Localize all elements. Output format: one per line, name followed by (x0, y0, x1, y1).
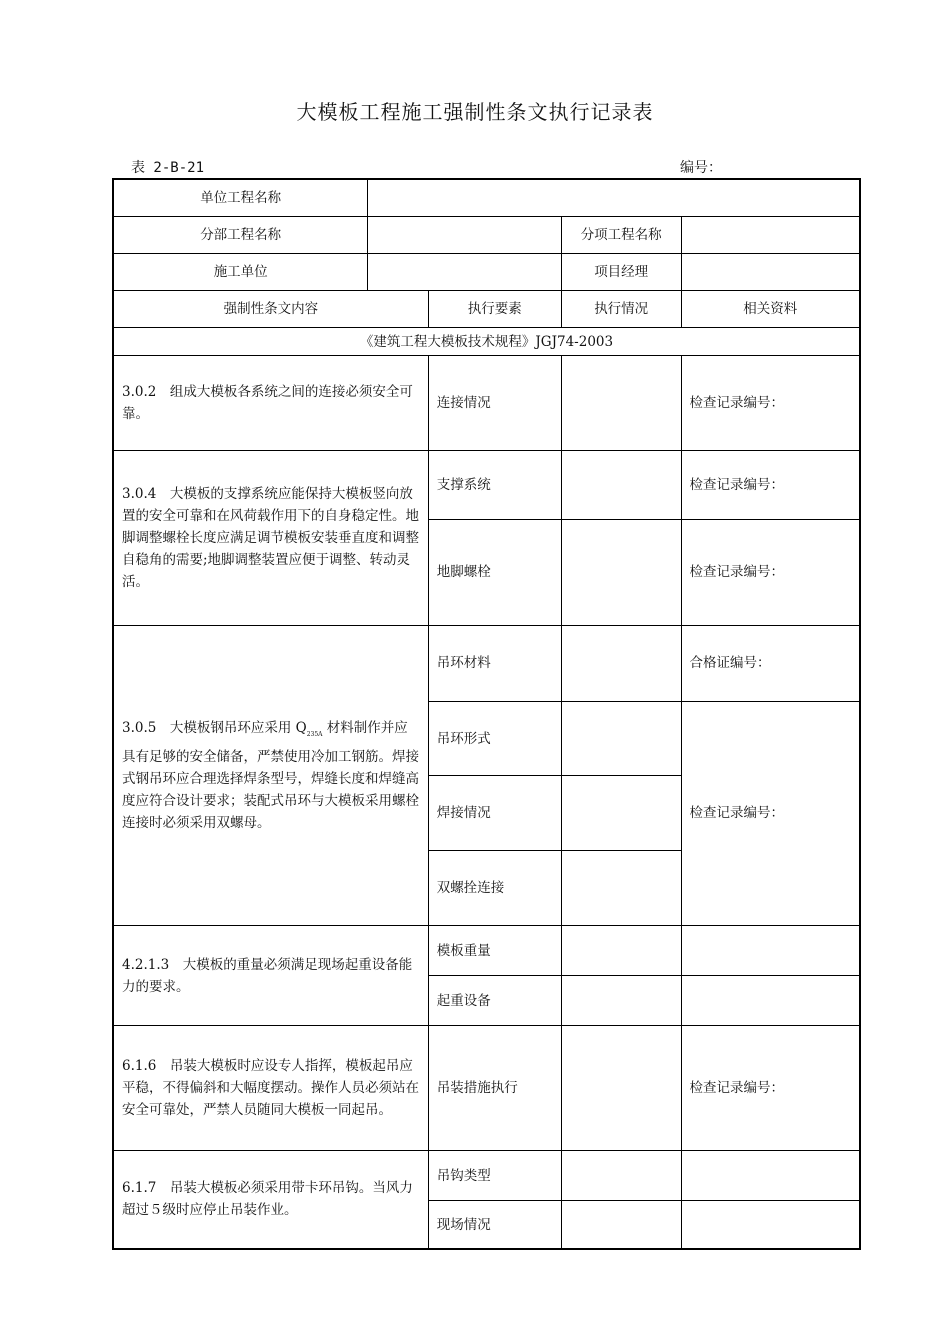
project-manager-label: 项目经理 (561, 253, 681, 290)
status-ring-form[interactable] (561, 701, 681, 775)
element-hook-type: 吊钩类型 (428, 1150, 561, 1200)
form-number: 表 2-B-21 (131, 160, 205, 176)
status-support[interactable] (561, 450, 681, 519)
construction-unit-value[interactable] (368, 253, 561, 290)
status-hoisting-measures[interactable] (561, 1026, 681, 1151)
status-site-condition[interactable] (561, 1201, 681, 1249)
record-no-ring: 检查记录编号： (681, 701, 860, 925)
element-ring-material: 吊环材料 (428, 625, 561, 701)
serial-number-label: 编号： (680, 160, 722, 176)
status-lifting-equipment[interactable] (561, 976, 681, 1026)
unit-project-label: 单位工程名称 (113, 179, 368, 216)
status-double-nut[interactable] (561, 850, 681, 925)
record-no-foot-bolt: 检查记录编号： (681, 520, 860, 625)
clause-4-2-1-3: 4.2.1.3 大模板的重量必须满足现场起重设备能力的要求。 (113, 925, 428, 1025)
element-welding: 焊接情况 (428, 776, 561, 850)
element-connection: 连接情况 (428, 356, 561, 450)
division-project-label: 分部工程名称 (113, 216, 368, 253)
page-title: 大模板工程施工强制性条文执行记录表 (296, 100, 654, 124)
clause-3-0-2: 3.0.2 组成大模板各系统之间的连接必须安全可靠。 (113, 356, 428, 450)
element-double-nut: 双螺拴连接 (428, 850, 561, 925)
col-header-materials: 相关资料 (681, 291, 860, 328)
status-foot-bolt[interactable] (561, 520, 681, 625)
status-welding[interactable] (561, 776, 681, 850)
item-project-label: 分项工程名称 (561, 216, 681, 253)
element-hoisting-measures: 吊装措施执行 (428, 1026, 561, 1151)
record-table (112, 178, 861, 1250)
standard-name: 《建筑工程大模板技术规程》JGJ74-2003 (113, 328, 860, 356)
clause-3-0-5-subscript: 235A (306, 730, 323, 738)
status-hook-type[interactable] (561, 1150, 681, 1200)
element-foot-bolt: 地脚螺栓 (428, 520, 561, 625)
clause-3-0-5-part2: 材料制作并应具有足够的安全储备，严禁使用冷加工钢筋。焊接式钢吊环应合理选择焊条型号，焊缝长度和焊缝高度应符合设计要求；装配式吊环与大模板采用螺栓连接时必须采用双螺母。 (122, 719, 419, 831)
division-project-value[interactable] (368, 216, 561, 253)
element-site-condition: 现场情况 (428, 1201, 561, 1249)
col-header-elements: 执行要素 (428, 291, 561, 328)
element-lifting-equipment: 起重设备 (428, 976, 561, 1026)
col-header-status: 执行情况 (561, 291, 681, 328)
element-weight: 模板重量 (428, 925, 561, 975)
record-no-support: 检查记录编号： (681, 450, 860, 519)
clause-6-1-6: 6.1.6 吊装大模板时应设专人指挥，模板起吊应平稳，不得偏斜和大幅度摆动。操作人员必须站在安全可靠处，严禁人员随同大模板一同起吊。 (113, 1026, 428, 1151)
clause-3-0-5-part1: 3.0.5 大模板钢吊环应采用 Q (122, 719, 307, 736)
status-ring-material[interactable] (561, 625, 681, 701)
status-weight[interactable] (561, 925, 681, 975)
element-support: 支撑系统 (428, 450, 561, 519)
status-connection[interactable] (561, 356, 681, 450)
material-hook-type[interactable] (681, 1150, 860, 1200)
clause-6-1-7: 6.1.7 吊装大模板必须采用带卡环吊钩。当风力超过５级时应停止吊装作业。 (113, 1150, 428, 1249)
project-manager-value[interactable] (681, 253, 860, 290)
col-header-content: 强制性条文内容 (113, 291, 428, 328)
record-no-connection: 检查记录编号： (681, 356, 860, 450)
certificate-no-ring-material: 合格证编号： (681, 625, 860, 701)
unit-project-value[interactable] (368, 179, 860, 216)
item-project-value[interactable] (681, 216, 860, 253)
construction-unit-label: 施工单位 (113, 253, 368, 290)
material-lifting-equipment[interactable] (681, 976, 860, 1026)
material-site-condition[interactable] (681, 1201, 860, 1249)
record-no-hoisting: 检查记录编号： (681, 1026, 860, 1151)
clause-3-0-5 (113, 625, 428, 925)
material-weight[interactable] (681, 925, 860, 975)
clause-3-0-4: 3.0.4 大模板的支撑系统应能保持大模板竖向放置的安全可靠和在风荷载作用下的自身稳定性。地脚调整螺栓长度应满足调节模板安装垂直度和调整自稳角的需要;地脚调整装置应便于调整、转动灵活。 (113, 450, 428, 625)
element-ring-form: 吊环形式 (428, 701, 561, 775)
